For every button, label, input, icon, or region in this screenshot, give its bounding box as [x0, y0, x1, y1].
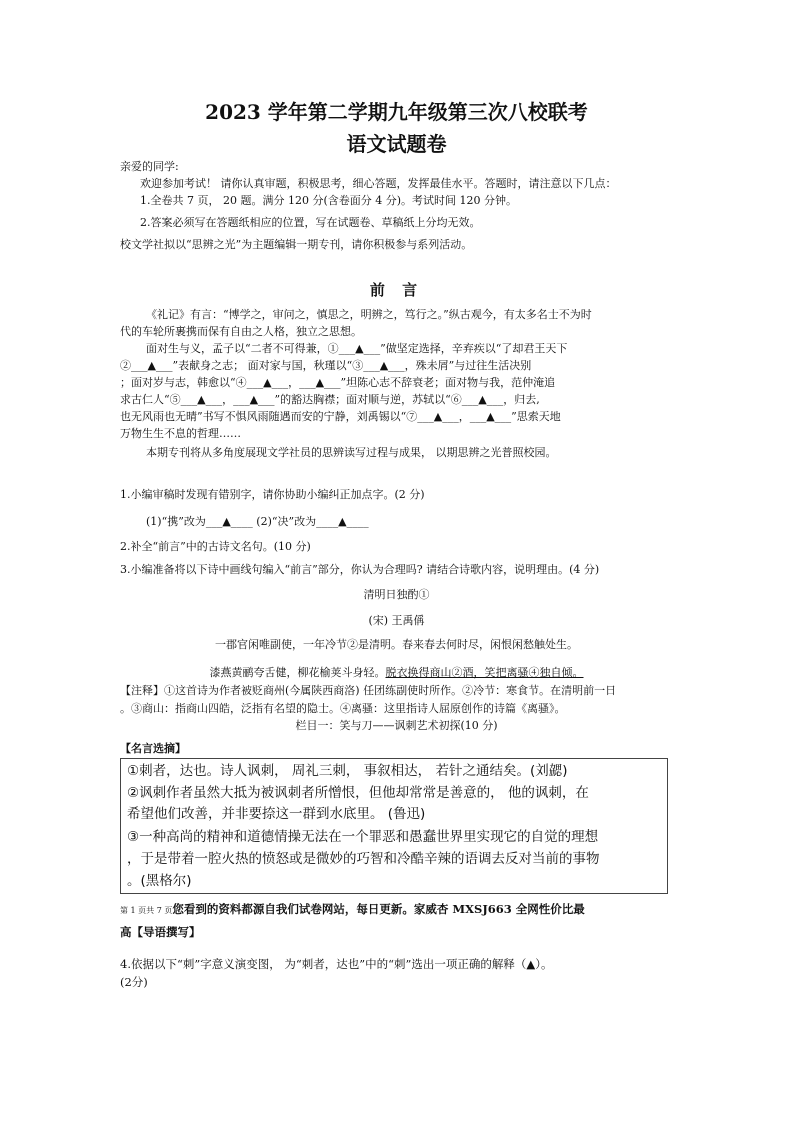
footer-line: [120, 902, 585, 918]
poem-author: (宋) 王禹偁: [368, 614, 425, 627]
preface-heading: 前 言: [369, 281, 424, 299]
column-one-heading: 栏目一：笑与刀——讽刺艺术初探(10 分): [295, 719, 498, 732]
instruction-line: 欢迎参加考试！ 请你认真审题，积极思考，细心答题，发挥最佳水平。答题时，请注意以下几点：: [140, 177, 617, 190]
question-4: 4.依据以下“刺”字意义演变图， 为“刺者，达也”中的“刺”选出一项正确的解释（▲）。: [120, 957, 553, 971]
poem-line: 一郡官闲唯副使，一年冷节②是清明。春来春去何时尽，闲恨闲愁触处生。: [215, 638, 578, 651]
quote-line: 。(黑格尔): [127, 873, 192, 889]
preface-line: 《礼记》有言：“博学之，审问之，慎思之，明辨之，笃行之。”纵古观今，有太多名士不为时: [146, 308, 592, 321]
question-1-parts: (1)“携”改为___▲____ (2)“决”改为____▲____: [146, 515, 369, 528]
preface-line: 求古仁人“⑤___▲___，___▲___”的豁达胸襟；面对顺与逆，苏轼以“⑥___▲___，归去,: [120, 393, 540, 406]
question-4-score: (2分): [120, 975, 148, 989]
question-3: 3.小编准备将以下诗中画线句编入“前言”部分，你认为合理吗? 请结合诗歌内容，说明理由。(4 分): [120, 563, 600, 576]
poem-line: [0, 666, 793, 679]
poem-title: 清明日独酌①: [363, 588, 430, 601]
quotes-box: [120, 758, 668, 894]
poem-underlined-line: 脱衣换得商山②酒，笑把离骚④独自倾。: [385, 666, 584, 679]
preface-line: 也无风雨也无晴”书写不惧风雨随遇而安的宁静，刘禹锡以“⑦___▲___，___▲___”思索天地: [120, 410, 561, 423]
instruction-line: 2.答案必须写在答题纸相应的位置，写在试题卷、草稿纸上分均无效。: [140, 216, 481, 229]
preface-line: 面对生与义，孟子以“二者不可得兼，①___▲___”做坚定选择，辛弃疾以“了却君王天下: [146, 342, 568, 355]
greeting: 亲爱的同学:: [120, 160, 179, 173]
footer-ad: 您看到的资料都源自我们试卷网站，每日更新。家威杏 MXSJ663 全网性价比最: [172, 902, 585, 916]
page-number: 第 1 页共 7 页: [120, 906, 173, 915]
poem-line-plain: 漆燕黄鹂夸舌健，柳花榆荚斗身轻。: [209, 666, 386, 679]
instruction-line: 1.全卷共 7 页， 20 题。满分 120 分(含卷面分 4 分)。考试时间 120 分钟。: [140, 194, 518, 207]
quote-line: 希望他们改善，并非要捺这一群到水底里。 (鲁迅): [127, 806, 426, 822]
quote-line: ③一种高尚的精神和道德情操无法在一个罪恶和愚蠢世界里实现它的自觉的理想: [127, 829, 599, 845]
preface-line: 代的车轮所裹携而保有自由之人格，独立之思想。: [120, 325, 362, 338]
preface-line: ；面对岁与志，韩愈以“④___▲___，___▲___”坦陈心志不辞衰老；面对物与我，范仲淹追: [120, 376, 556, 389]
preface-line: ②___▲___”表献身之志； 面对家与国，秋瑾以“③___▲___，殊未屑”与过往生活决别: [120, 359, 532, 372]
quotes-heading: 【名言选摘】: [120, 742, 186, 755]
exam-title: 2023 学年第二学期九年级第三次八校联考: [205, 100, 588, 124]
question-2: 2.补全“前言”中的古诗文名句。(10 分): [120, 540, 311, 553]
poem-note: 。③商山：指商山四皓，泛指有名望的隐士。④离骚：这里指诗人屈原创作的诗篇《离骚》。: [120, 702, 566, 715]
footer-ad-continued: 高【导语撰写】: [120, 925, 201, 939]
question-1: 1.小编审稿时发现有错别字，请你协助小编纠正加点字。(2 分): [120, 488, 425, 501]
quote-line: ，于是带着一腔火热的愤怒或是微妙的巧智和冷酷辛辣的语调去反对当前的事物: [127, 851, 600, 867]
exam-subtitle: 语文试题卷: [346, 132, 447, 156]
preface-line: 万物生生不息的哲理……: [120, 427, 241, 440]
quote-line: ②讽刺作者虽然大抵为被讽刺者所憎恨，但他却常常是善意的， 他的讽刺，在: [127, 785, 589, 801]
preface-line: 本期专刊将从多角度展现文学社员的思辨读写过程与成果， 以期思辨之光普照校园。: [146, 446, 557, 459]
activity-intro: 校文学社拟以“思辨之光”为主题编辑一期专刊，请你积极参与系列活动。: [120, 238, 473, 251]
poem-note: 【注释】①这首诗为作者被贬商州(今属陕西商洛) 任团练副使时所作。②冷节：寒食节。在清明前一日: [120, 684, 617, 697]
quote-line: ①刺者，达也。诗人讽刺， 周礼三刺， 事叙相达， 若针之通结矣。(刘勰): [127, 763, 568, 779]
